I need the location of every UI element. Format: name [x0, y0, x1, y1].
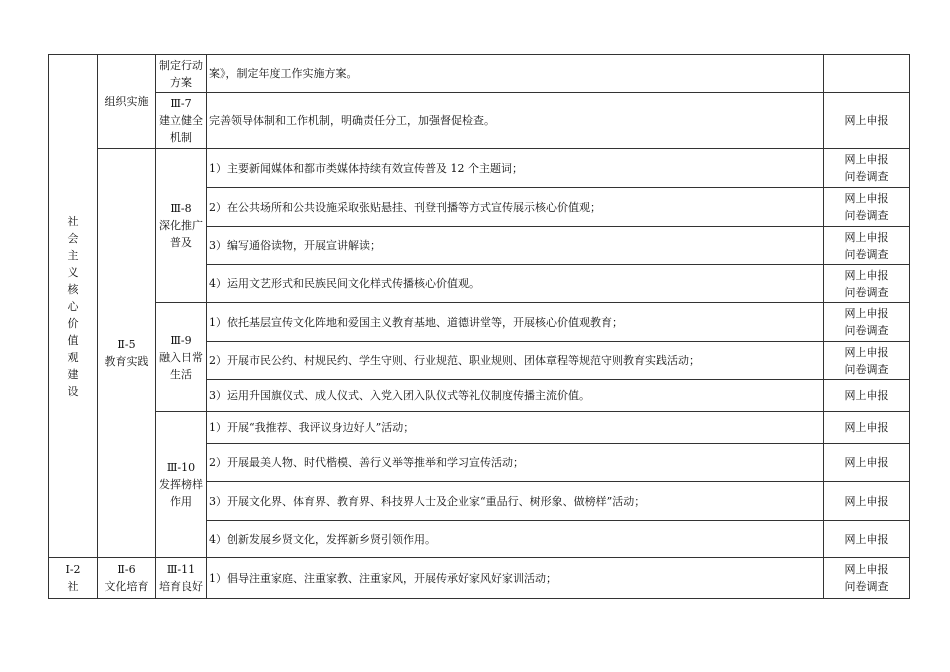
- item-cell: [207, 188, 824, 227]
- level2-edu-cell: [98, 149, 156, 558]
- level3-code: Ⅲ-8: [170, 202, 192, 215]
- level3-text: 普及: [170, 236, 192, 249]
- method-text: 网上申报: [844, 421, 889, 434]
- item-cell: [207, 380, 824, 412]
- table-row: [49, 149, 910, 188]
- method-cell: [824, 188, 910, 227]
- level1-char: 值: [67, 333, 79, 347]
- method-cell: [824, 380, 910, 412]
- method-text: 网上申报: [844, 114, 889, 127]
- level3-group-cell: [156, 149, 207, 303]
- level2-culture-cell: [98, 558, 156, 599]
- level3-text: 生活: [170, 367, 192, 381]
- level3-code: Ⅲ-10: [166, 461, 196, 474]
- level3-text: 方案: [170, 75, 192, 89]
- level3-text: 培育良好: [159, 580, 203, 593]
- level3-text: 机制: [170, 131, 192, 144]
- level2-label: 文化培育: [104, 580, 149, 593]
- item-text: 3）运用升国旗仪式、成人仪式、入党入团入队仪式等礼仪制度传播主流价值。: [209, 389, 590, 402]
- evaluation-table: [48, 54, 910, 599]
- level3-text: 作用: [170, 495, 192, 508]
- item-text: 4）运用文艺形式和民族民间文化样式传播核心价值观。: [209, 277, 480, 290]
- level3-group-cell: [156, 303, 207, 412]
- item-text: 4）创新发展乡贤文化，发挥新乡贤引领作用。: [209, 532, 436, 546]
- item-cell: [207, 93, 824, 149]
- item-cell: [207, 303, 824, 342]
- item-text: 案》，制定年度工作实施方案。: [209, 67, 358, 80]
- item-text: 2）开展市民公约、村规民约、学生守则、行业规范、职业规则、团体章程等规范守则教育实践活动；: [209, 354, 700, 367]
- method-text: 网上申报: [844, 532, 889, 546]
- level3-cell: [156, 93, 207, 149]
- item-text: 3）开展文化界、体育界、教育界、科技界人士及企业家“重品行、树形象、做榜样”活动；: [209, 494, 646, 508]
- method-text: 网上申报: [844, 307, 889, 320]
- level3-code: Ⅲ-11: [166, 563, 196, 576]
- method-text: 网上申报: [844, 268, 889, 282]
- level1-char: 设: [67, 384, 79, 398]
- item-text: 3）编写通俗读物，开展宣讲解读；: [209, 239, 381, 252]
- method-text: 网上申报: [844, 153, 889, 166]
- item-cell: [207, 149, 824, 188]
- item-cell: [207, 482, 824, 521]
- method-text: 网上申报: [844, 192, 889, 205]
- level2-org-label: 组织实施: [104, 95, 149, 108]
- level1-next-cell: [49, 558, 98, 599]
- level3-group-cell: [156, 412, 207, 558]
- item-text: 1）开展“我推荐、我评议身边好人”活动；: [209, 421, 415, 434]
- level3-text: 发挥榜样: [159, 478, 203, 491]
- level3-text: 建立健全: [159, 114, 203, 127]
- method-text: 网上申报: [844, 456, 889, 469]
- level2-code: Ⅱ-5: [117, 338, 136, 351]
- item-cell: [207, 444, 824, 482]
- method-text: 网上申报: [844, 345, 889, 359]
- method-cell: [824, 444, 910, 482]
- level3-code: Ⅲ-9: [170, 333, 192, 347]
- method-cell: [824, 303, 910, 342]
- level1-char: 社: [67, 214, 79, 228]
- item-text: 完善领导体制和工作机制，明确责任分工，加强督促检查。: [209, 114, 495, 127]
- method-cell: [824, 558, 910, 599]
- level3-cell: [156, 55, 207, 93]
- method-text: 问卷调查: [844, 324, 889, 337]
- method-text: 网上申报: [844, 230, 889, 244]
- table-row: [49, 412, 910, 444]
- method-text: 网上申报: [844, 494, 889, 508]
- method-text: 问卷调查: [844, 170, 889, 183]
- item-text: 1）倡导注重家庭、注重家教、注重家风，开展传承好家风好家训活动；: [209, 571, 557, 585]
- level2-label: 教育实践: [104, 355, 149, 368]
- method-cell: [824, 521, 910, 558]
- item-cell: [207, 227, 824, 265]
- level1-char: 心: [67, 299, 79, 313]
- item-cell: [207, 55, 824, 93]
- method-cell: [824, 482, 910, 521]
- method-text: 问卷调查: [844, 285, 889, 299]
- level1-char: 义: [67, 265, 79, 279]
- level1-char: 社: [67, 580, 79, 593]
- method-text: 网上申报: [844, 563, 889, 576]
- method-cell: [824, 55, 910, 93]
- method-cell: [824, 149, 910, 188]
- item-text: 2）在公共场所和公共设施采取张贴悬挂、刊登刊播等方式宣传展示核心价值观；: [209, 200, 601, 214]
- level1-char: 核: [67, 282, 79, 296]
- level1-cell: [49, 55, 98, 558]
- item-cell: [207, 521, 824, 558]
- level3-code: Ⅲ-7: [170, 97, 192, 110]
- table-row: [49, 93, 910, 149]
- level3-text: 深化推广: [159, 219, 203, 232]
- method-cell: [824, 265, 910, 303]
- method-cell: [824, 412, 910, 444]
- method-cell: [824, 342, 910, 380]
- item-cell: [207, 412, 824, 444]
- item-cell: [207, 265, 824, 303]
- method-text: 问卷调查: [844, 580, 889, 593]
- level1-code: Ⅰ-2: [65, 563, 81, 576]
- item-cell: [207, 558, 824, 599]
- table-row: [49, 303, 910, 342]
- level1-char: 会: [67, 231, 79, 245]
- level1-char: 建: [67, 367, 79, 381]
- item-cell: [207, 342, 824, 380]
- method-cell: [824, 227, 910, 265]
- table-row: [49, 558, 910, 599]
- level1-char: 价: [67, 316, 79, 330]
- level3-text: 融入日常: [159, 350, 203, 364]
- table-row: [49, 55, 910, 93]
- level1-char: 观: [67, 350, 79, 364]
- item-text: 1）主要新闻媒体和都市类媒体持续有效宣传普及 12 个主题词；: [209, 161, 523, 175]
- level2-code: Ⅱ-6: [117, 563, 136, 576]
- method-text: 问卷调查: [844, 247, 889, 261]
- level2-org-cell: [98, 55, 156, 149]
- method-cell: [824, 93, 910, 149]
- item-text: 1）依托基层宣传文化阵地和爱国主义教育基地、道德讲堂等，开展核心价值观教育；: [209, 315, 623, 329]
- method-text: 问卷调查: [844, 362, 889, 376]
- level1-char: 主: [67, 248, 79, 262]
- method-text: 问卷调查: [844, 209, 889, 222]
- level3-text: 制定行动: [159, 58, 203, 72]
- level3-group-cell: [156, 558, 207, 599]
- item-text: 2）开展最美人物、时代楷模、善行义举等推举和学习宣传活动；: [209, 456, 524, 469]
- method-text: 网上申报: [844, 389, 889, 402]
